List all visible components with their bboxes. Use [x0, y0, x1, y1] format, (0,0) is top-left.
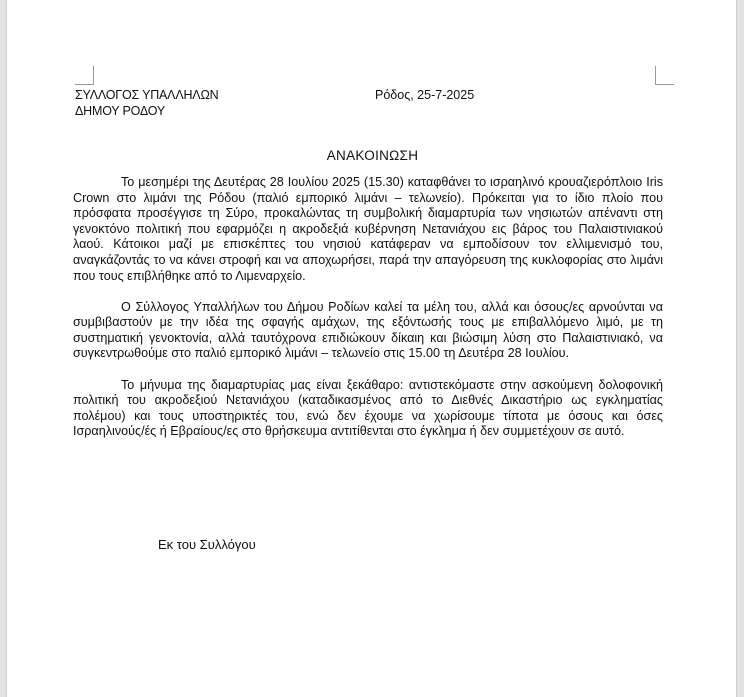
sender-block — [75, 87, 218, 119]
sender-line-2: ΔΗΜΟΥ ΡΟΔΟΥ — [75, 104, 166, 118]
paragraph-3: Το μήνυμα της διαμαρτυρίας μας είναι ξεκάθαρο: αντιστεκόμαστε στην ασκούμενη δολοφονική πολιτική του ακροδεξιού Νετανιάχου (καταδικασμένος από το Διεθνές Δικαστήριο ως εγκληματίας πολέμου) και τους υποστηρικτές του, ενώ δεν έχουμε να χωρίσουμε τίποτα με όσους και όσες Ισραηλινούς/ές ή Εβραίους/ες στο θρήσκευμα αντιτίθενται στο έγκλημα ή δεν συμμετέχουν σε αυτό. — [73, 377, 663, 439]
paragraph-1: Το μεσημέρι της Δευτέρας 28 Ιουλίου 2025 (15.30) καταφθάνει το ισραηλινό κρουαζιερόπλοιο Iris Crown στο λιμάνι της Ρόδου (παλιό εμπορικό λιμάνι – τελωνείο). Πρόκειται για το ίδιο πλοίο που πρόσφατα προσέγγισε τη Σύρο, προκαλώντας τη συμβολική διαμαρτυρία των νησιωτών απέναντι στη γενοκτόνο πολιτική που εφαρμόζει η ακροδεξιά κυβέρνηση Νετανιάχου εις βάρος του Παλαιστινιακού λαού. Κάτοικοι μαζί με επισκέπτες του νησιού κατάφεραν να εμποδίσουν τον ελλιμενισμό του, αναγκάζοντάς το να κάνει στροφή και να αποχωρήσει, παρά την απαγόρευση της κυκλοφορίας στο λιμάνι που τους επιβλήθηκε από το Λιμεναρχείο. — [73, 175, 663, 283]
paragraph-2: Ο Σύλλογος Υπαλλήλων του Δήμου Ροδίων καλεί τα μέλη του, αλλά και όσους/ες αρνούνται να συμβιβαστούν με την ιδέα της σφαγής αμάχων, της εξόντωσής τους με επιβαλλόμενο λιμό, με τη συστηματική γενοκτονία, αλλά ταυτόχρονα επιδιώκουν δίκαιη και βιώσιμη λύση στο Παλαιστινιακό, να συγκεντρωθούμε στο παλιό εμπορικό λιμάνι – τελωνείο στις 15.00 τη Δευτέρα 28 Ιουλίου. — [73, 299, 663, 361]
crop-mark-top-left — [75, 66, 94, 85]
document-date: Ρόδος, 25-7-2025 — [375, 88, 475, 102]
signature: Εκ του Συλλόγου — [158, 537, 256, 552]
document-body — [73, 175, 663, 455]
sender-line-1: ΣΥΛΛΟΓΟΣ ΥΠΑΛΛΗΛΩΝ — [75, 88, 219, 102]
document-title: ΑΝΑΚΟΙΝΩΣΗ — [326, 148, 419, 163]
crop-mark-top-right — [655, 66, 674, 85]
document-page — [6, 0, 737, 697]
